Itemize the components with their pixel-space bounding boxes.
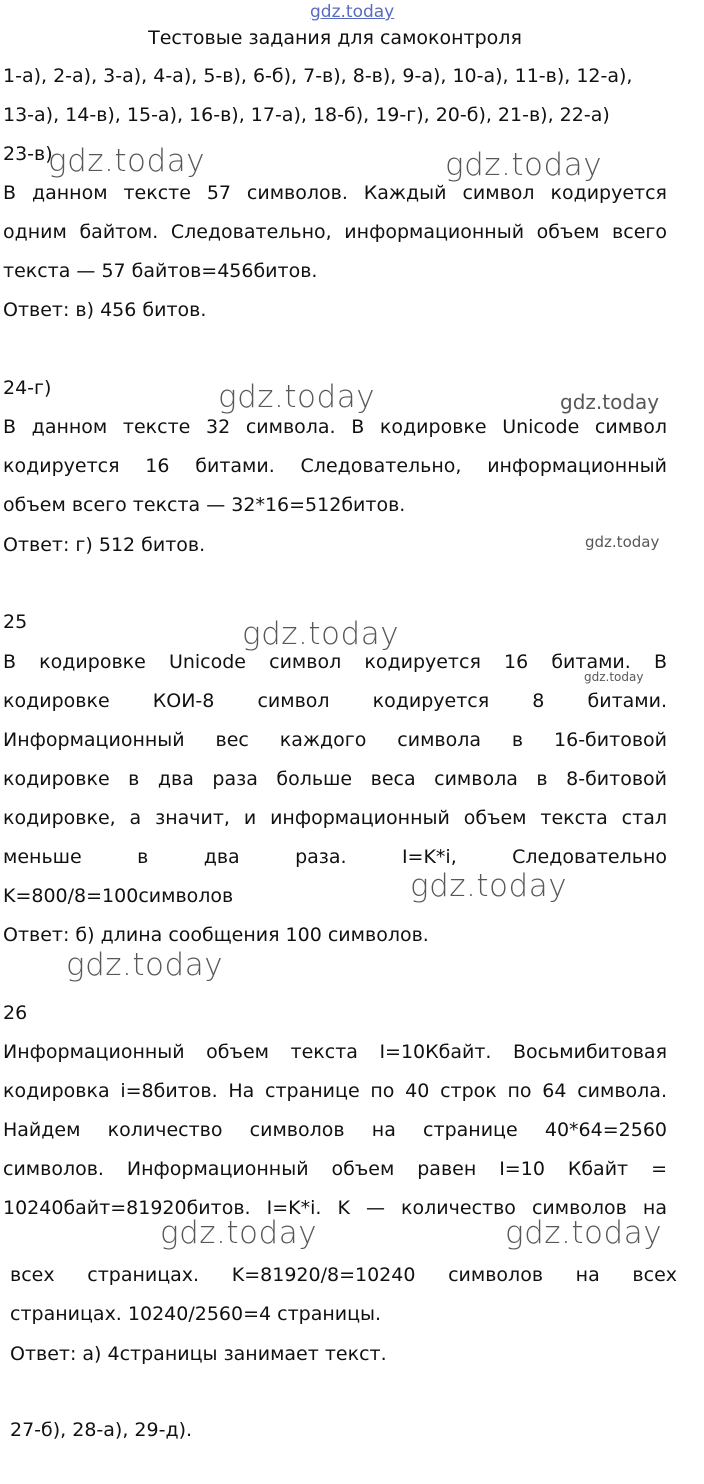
- task25-line: меньше в два раза. I=K*i, Следовательно: [3, 846, 667, 868]
- task24-line: кодируется 16 битами. Следовательно, информационный: [3, 455, 667, 477]
- watermark: gdz.today: [584, 670, 644, 684]
- task23-line: текста — 57 байтов=456битов.: [3, 260, 318, 282]
- answers-line-1: 1-а), 2-а), 3-а), 4-а), 5-в), 6-б), 7-в), 8-в), 9-а), 10-а), 11-в), 12-а),: [3, 65, 633, 87]
- final-answers-line: 27-б), 28-а), 29-д).: [10, 1419, 193, 1441]
- task25-answer: Ответ: б) длина сообщения 100 символов.: [3, 924, 429, 946]
- page-title: Тестовые задания для самоконтроля: [148, 27, 522, 49]
- task25-line: кодировке в два раза больше веса символа в 8-битовой: [3, 768, 667, 790]
- task26-line: кодировка i=8битов. На странице по 40 строк по 64 символа.: [3, 1080, 667, 1102]
- task25-label: 25: [3, 611, 28, 633]
- task26-line: всех страницах. K=81920/8=10240 символов на всех: [10, 1264, 677, 1286]
- task26-line: Найдем количество символов на странице 40*64=2560: [3, 1119, 667, 1141]
- task23-line: одним байтом. Следовательно, информационный объем всего: [3, 221, 667, 243]
- task25-line: В кодировке Unicode символ кодируется 16 битами. В: [3, 651, 667, 673]
- task24-label: 24-г): [3, 377, 52, 399]
- answers-line-2: 13-а), 14-в), 15-а), 16-в), 17-а), 18-б), 19-г), 20-б), 21-в), 22-а): [3, 104, 610, 126]
- watermark: gdz.today: [445, 147, 603, 183]
- task26-answer: Ответ: а) 4страницы занимает текст.: [10, 1343, 387, 1365]
- watermark: gdz.today: [218, 379, 376, 415]
- watermark: gdz.today: [66, 947, 224, 983]
- task26-line: Информационный объем текста I=10Кбайт. Восьмибитовая: [3, 1041, 667, 1063]
- watermark: gdz.today: [505, 1215, 663, 1251]
- task25-line: кодировке, а значит, и информационный объем текста стал: [3, 807, 667, 829]
- watermark: gdz.today: [242, 616, 400, 652]
- task26-label: 26: [3, 1002, 28, 1024]
- watermark: gdz.today: [160, 1215, 318, 1251]
- task25-line: K=800/8=100символов: [3, 885, 234, 907]
- task24-line: В данном тексте 32 символа. В кодировке Unicode символ: [3, 416, 667, 438]
- task25-line: кодировке КОИ-8 символ кодируется 8 битами.: [3, 690, 667, 712]
- task26-line: страницах. 10240/2560=4 страницы.: [10, 1303, 382, 1325]
- task24-answer: Ответ: г) 512 битов.: [3, 534, 206, 556]
- watermark: gdz.today: [560, 390, 660, 414]
- watermark-top: gdz.today: [310, 2, 395, 22]
- task26-line: символов. Информационный объем равен I=10 Кбайт =: [3, 1158, 667, 1180]
- watermark: gdz.today: [410, 868, 568, 904]
- watermark: gdz.today: [585, 533, 660, 551]
- task23-label: 23-в): [3, 143, 53, 165]
- task24-line: объем всего текста — 32*16=512битов.: [3, 494, 406, 516]
- task25-line: Информационный вес каждого символа в 16-битовой: [3, 729, 667, 751]
- task26-line: 10240байт=81920битов. I=K*i. K — количество символов на: [3, 1197, 667, 1219]
- task23-answer: Ответ: в) 456 битов.: [3, 299, 207, 321]
- watermark: gdz.today: [48, 143, 206, 179]
- task23-line: В данном тексте 57 символов. Каждый символ кодируется: [3, 182, 667, 204]
